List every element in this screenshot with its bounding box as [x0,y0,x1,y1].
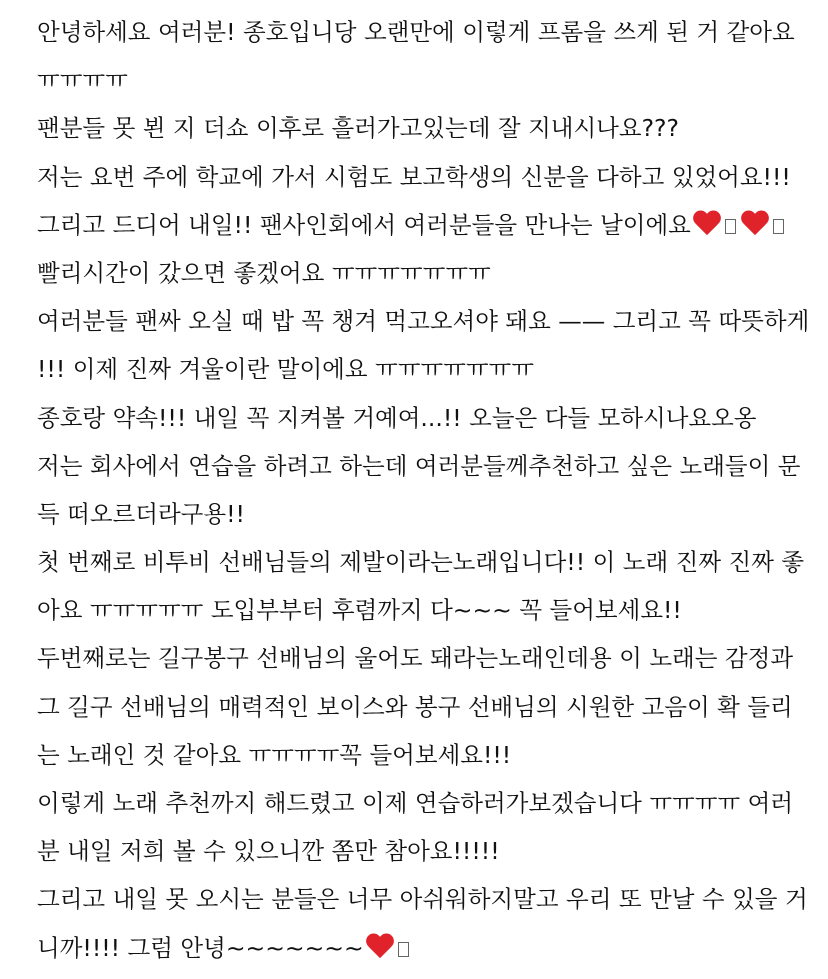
post-line: 안녕하세요 여러분! 종호입니당 오랜만에 이렇게 프롬을 쓰게 된 거 같아요 [37,18,795,46]
post-body [37,8,810,972]
post-line [37,201,807,249]
post-line: 는 노래인 것 같아요 ㅠㅠㅠㅠ꼭 들어보세요!!! [37,740,512,769]
post-line: 분 내일 저희 볼 수 있으니깐 쫌만 참아요!!!!! [37,837,500,866]
post-line: 종호랑 약속!!! 내일 꼭 지켜볼 거예여...!! 오늘은 다들 모하시나요오옹 [37,403,757,432]
post-line: 두번째로는 길구봉구 선배님의 울어도 돼라는노래인데용 이 노래는 감정과 [37,644,794,673]
missing-glyph-icon [398,942,409,957]
post-line: 저는 요번 주에 학교에 가서 시험도 보고학생의 신분을 다하고 있었어요!!! [37,162,791,191]
post-line [37,924,807,972]
post-line: ㅠㅠㅠㅠ [37,66,128,95]
post-line: 득 떠오르더라구용!! [37,499,245,528]
post-line: 빨리시간이 갔으면 좋겠어요 ㅠㅠㅠㅠㅠㅠㅠ [37,258,491,287]
post-line: 팬분들 못 뵌 지 더쇼 이후로 흘러가고있는데 잘 지내시나요??? [37,114,680,143]
post-line: 이렇게 노래 추천까지 해드렸고 이제 연습하러가보겠습니다 ㅠㅠㅠㅠ 여러 [37,789,794,817]
post-line: !!! 이제 진짜 겨울이란 말이에요 ㅠㅠㅠㅠㅠㅠㅠ [37,355,534,384]
missing-glyph-icon [773,219,784,234]
heart-icon [692,211,722,237]
post-line: 저는 회사에서 연습을 하려고 하는데 여러분들께추천하고 싶은 노래들이 문 [37,451,801,480]
post-line: 여러분들 팬싸 오실 때 밥 꼭 챙겨 먹고오셔야 돼요 —— 그리고 꼭 따뜻하게 [37,307,810,336]
post-line-text: 니까!!!! 그럼 안녕~~~~~~~ [37,933,364,962]
missing-glyph-icon [725,219,736,234]
post-line: 그 길구 선배님의 매력적인 보이스와 봉구 선배님의 시원한 고음이 확 들리 [37,692,793,721]
heart-icon [740,211,770,237]
post-line: 아요 ㅠㅠㅠㅠㅠ 도입부부터 후렴까지 다~~~ 꼭 들어보세요!! [37,596,682,625]
post-line: 첫 번째로 비투비 선배님들의 제발이라는노래입니다!! 이 노래 진짜 진짜 좋 [37,548,805,577]
heart-icon [365,934,395,960]
post-line: 그리고 내일 못 오시는 분들은 너무 아쉬워하지말고 우리 또 만날 수 있을 거 [37,885,808,914]
post-line-text: 그리고 드디어 내일!! 팬사인회에서 여러분들을 만나는 날이에요 [37,210,691,239]
